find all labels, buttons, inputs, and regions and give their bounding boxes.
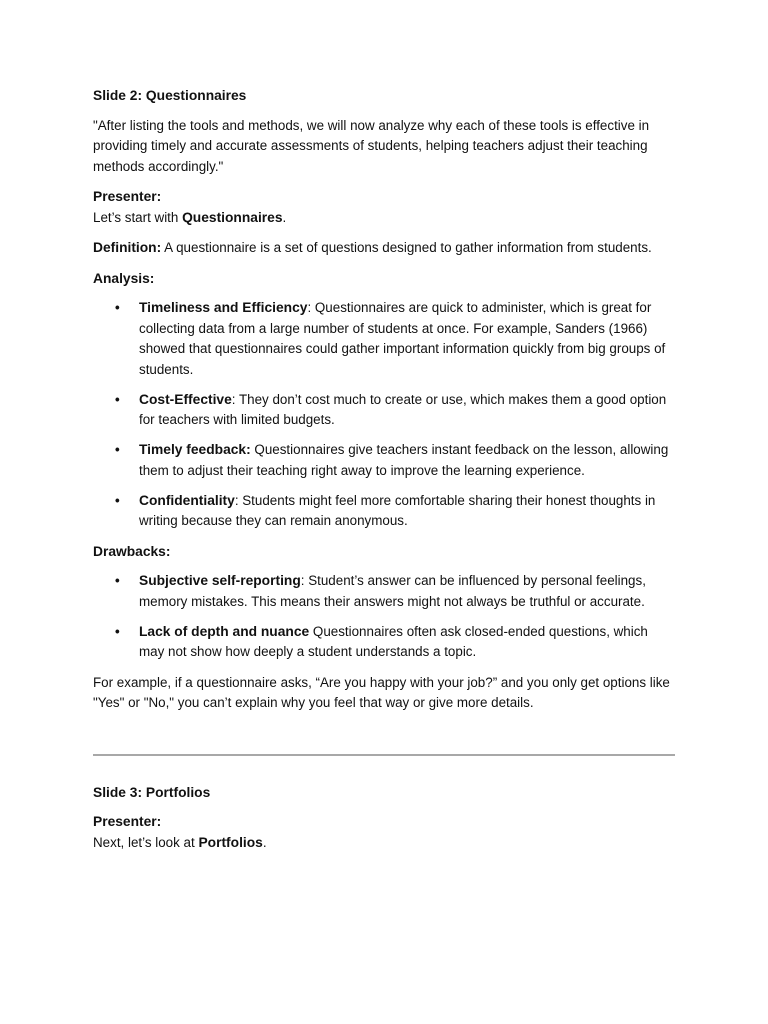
list-item bbox=[93, 622, 675, 663]
list-item bbox=[93, 390, 675, 431]
presenter-intro: Next, let’s look at bbox=[93, 834, 199, 850]
definition-text: A questionnaire is a set of questions designed to gather information from students. bbox=[161, 240, 652, 255]
bullet-icon: • bbox=[115, 573, 120, 588]
analysis-list bbox=[93, 298, 675, 532]
presenter-label: Presenter: bbox=[93, 189, 162, 204]
list-item-text: : Students might feel more comfortable sharing their honest thoughts in writing because they can remain anonymous. bbox=[139, 492, 656, 528]
list-item-text: : They don’t cost much to create or use, which makes them a good option for teachers with limited budgets. bbox=[139, 391, 667, 427]
list-item-term: Timely feedback: bbox=[139, 442, 251, 457]
drawbacks-list bbox=[93, 571, 675, 663]
presenter-intro: Let’s start with bbox=[93, 209, 183, 225]
list-item bbox=[93, 491, 675, 532]
horizontal-divider bbox=[93, 754, 675, 756]
list-item-term: Cost-Effective bbox=[139, 391, 232, 407]
bullet-icon: • bbox=[115, 442, 120, 457]
bullet-icon: • bbox=[115, 492, 120, 508]
list-item-term: Timeliness and Efficiency bbox=[139, 300, 308, 315]
definition-paragraph bbox=[93, 238, 675, 259]
document-page bbox=[93, 86, 675, 863]
drawbacks-label: Drawbacks: bbox=[93, 543, 171, 559]
list-item-text: : Questionnaires are quick to administer, which is great for collecting data from a large number of students at once. For example, Sanders (1966) showed that questionnaires could gather important information quickly from big groups of students. bbox=[139, 300, 666, 377]
slide-2-presenter bbox=[93, 187, 675, 228]
list-item bbox=[93, 298, 675, 380]
definition-label: Definition: bbox=[93, 240, 162, 255]
list-item-text: : Student’s answer can be influenced by personal feelings, memory mistakes. This means their answers might not always be truthful or accurate. bbox=[139, 573, 646, 609]
presenter-end: . bbox=[262, 834, 267, 850]
slide-3-heading: Slide 3: Portfolios bbox=[93, 784, 211, 800]
bullet-icon: • bbox=[115, 391, 120, 407]
list-item-term: Confidentiality bbox=[139, 492, 235, 508]
example-paragraph: For example, if a questionnaire asks, “Are you happy with your job?” and you only get options like "Yes" or "No," you can’t explain why you feel that way or give more details. bbox=[93, 674, 670, 710]
list-item bbox=[93, 440, 675, 481]
presenter-end: . bbox=[282, 209, 287, 225]
list-item-text: Questionnaires often ask closed-ended questions, which may not show how deeply a student understands a topic. bbox=[139, 623, 648, 659]
list-item-term: Subjective self-reporting bbox=[139, 573, 301, 588]
list-item-term: Lack of depth and nuance bbox=[139, 623, 310, 639]
presenter-topic: Questionnaires bbox=[182, 209, 283, 225]
presenter-label: Presenter: bbox=[93, 814, 162, 829]
list-item bbox=[93, 571, 675, 612]
slide-2-heading: Slide 2: Questionnaires bbox=[93, 88, 247, 103]
slide-2-quote: "After listing the tools and methods, we will now analyze why each of these tools is effective in providing timely and accurate assessments of students, helping teachers adjust their teaching methods accordingly." bbox=[93, 117, 650, 174]
bullet-icon: • bbox=[115, 623, 120, 639]
analysis-label: Analysis: bbox=[93, 270, 155, 286]
presenter-topic: Portfolios bbox=[198, 834, 263, 850]
slide-3-presenter bbox=[93, 812, 675, 853]
bullet-icon: • bbox=[115, 300, 120, 315]
list-item-text: Questionnaires give teachers instant feedback on the lesson, allowing them to adjust their teaching right away to improve the learning experience. bbox=[139, 442, 669, 478]
